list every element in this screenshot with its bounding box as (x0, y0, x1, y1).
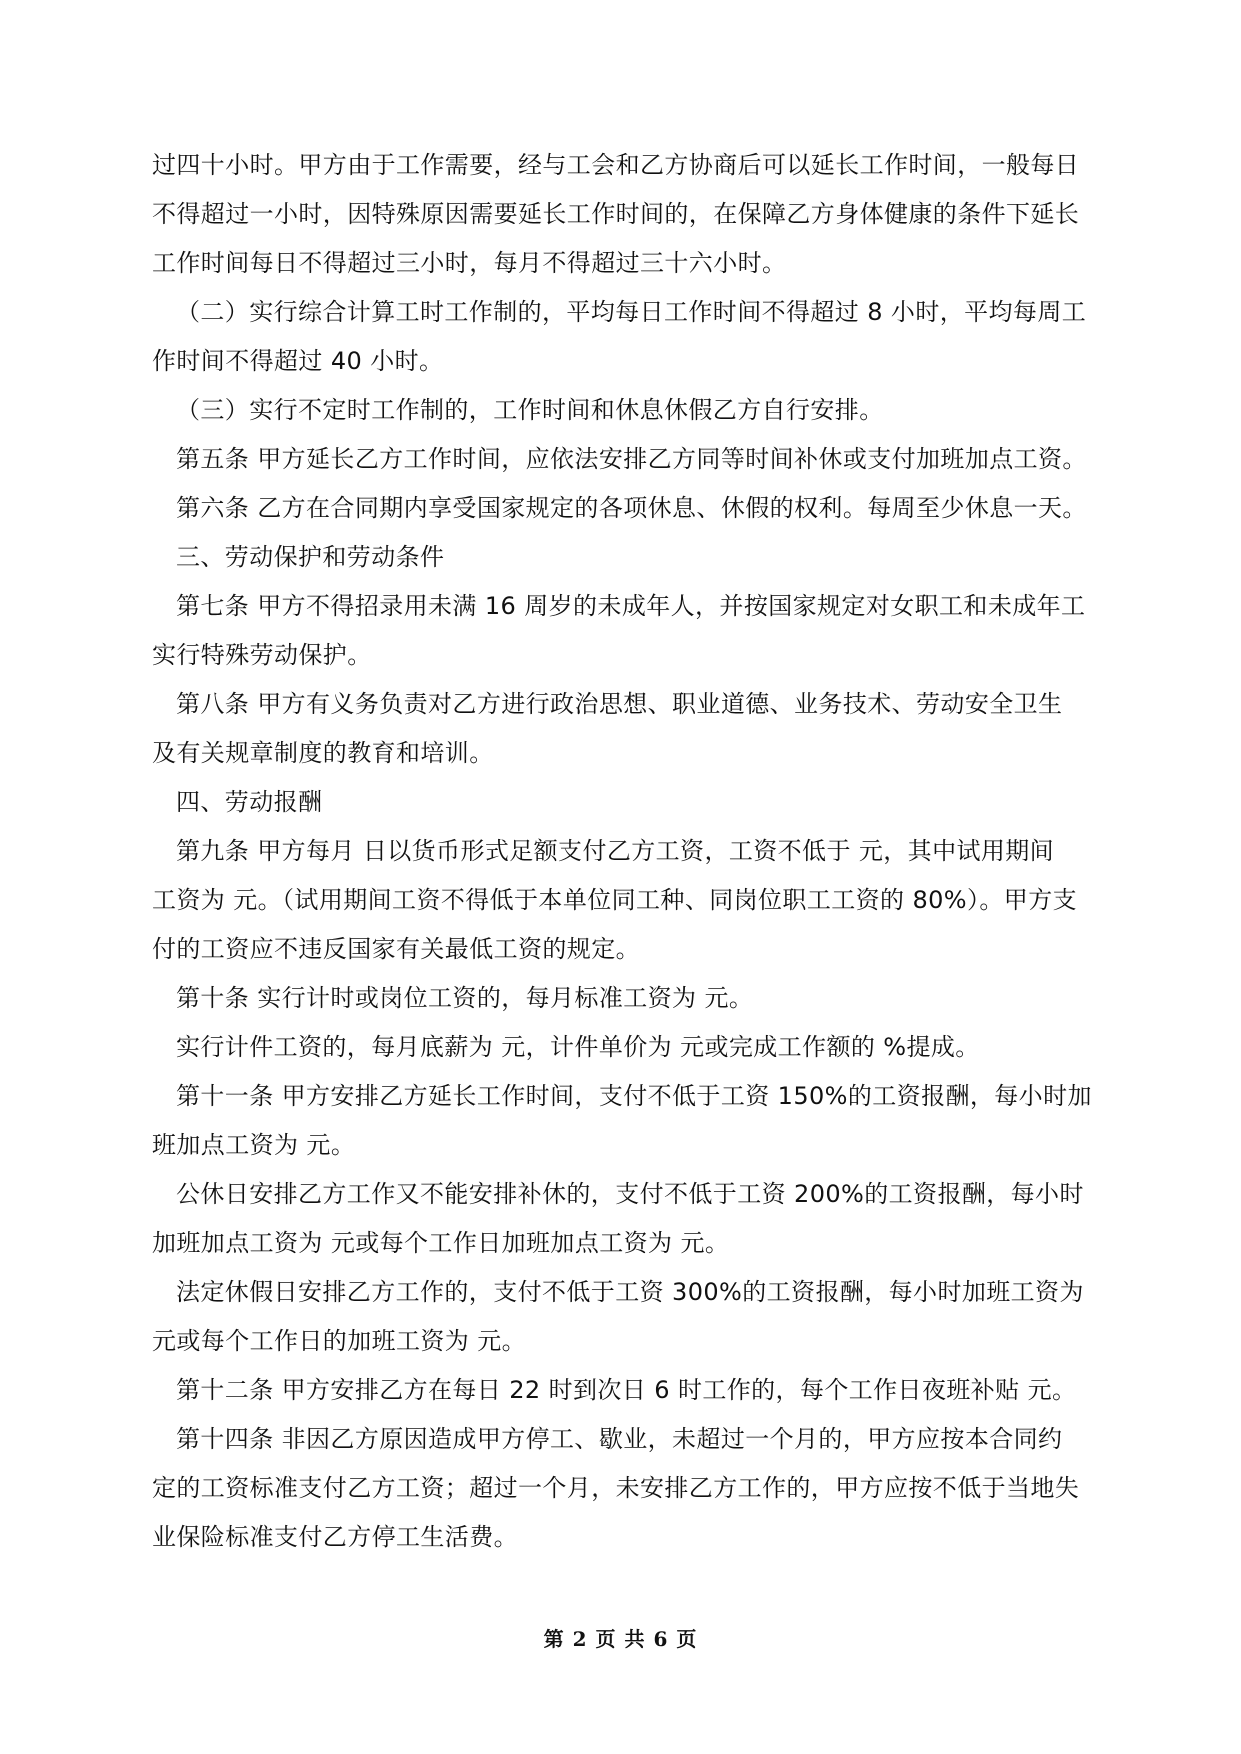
text-line: 第七条 甲方不得招录用未满 16 周岁的未成年人，并按国家规定对女职工和未成年工 (176, 592, 1086, 620)
text-line: 工资为 元。（试用期间工资不得低于本单位同工种、同岗位职工工资的 80%）。甲方支 (152, 886, 1077, 914)
text-line: 第十条 实行计时或岗位工资的，每月标准工资为 元。 (176, 984, 754, 1012)
text-line: 班加点工资为 元。 (152, 1131, 356, 1159)
page-number-footer: 第 2 页 共 6 页 (543, 1627, 698, 1651)
text-line: 定的工资标准支付乙方工资；超过一个月，未安排乙方工作的，甲方应按不低于当地失 (152, 1474, 1080, 1502)
text-line: 及有关规章制度的教育和培训。 (152, 739, 494, 767)
section-heading: 四、劳动报酬 (176, 788, 323, 816)
text-line: 第八条 甲方有义务负责对乙方进行政治思想、职业道德、业务技术、劳动安全卫生 (176, 690, 1063, 718)
text-line: 元或每个工作日的加班工资为 元。 (152, 1327, 527, 1355)
text-line: 作时间不得超过 40 小时。 (152, 347, 444, 375)
text-line: 实行计件工资的，每月底薪为 元，计件单价为 元或完成工作额的 %提成。 (176, 1033, 980, 1061)
text-line: 第九条 甲方每月 日以货币形式足额支付乙方工资，工资不低于 元，其中试用期间 (176, 837, 1055, 865)
text-line: （三）实行不定时工作制的，工作时间和休息休假乙方自行安排。 (176, 396, 884, 424)
text-line: 法定休假日安排乙方工作的，支付不低于工资 300%的工资报酬，每小时加班工资为 (176, 1278, 1084, 1306)
text-line: 公休日安排乙方工作又不能安排补休的，支付不低于工资 200%的工资报酬，每小时 (176, 1180, 1084, 1208)
text-line: 业保险标准支付乙方停工生活费。 (152, 1523, 518, 1551)
section-heading: 三、劳动保护和劳动条件 (176, 543, 445, 571)
text-line: 不得超过一小时，因特殊原因需要延长工作时间的，在保障乙方身体健康的条件下延长 (152, 200, 1080, 228)
text-line: （二）实行综合计算工时工作制的，平均每日工作时间不得超过 8 小时，平均每周工 (176, 298, 1087, 326)
text-line: 加班加点工资为 元或每个工作日加班加点工资为 元。 (152, 1229, 730, 1257)
text-line: 付的工资应不违反国家有关最低工资的规定。 (152, 935, 640, 963)
text-line: 第五条 甲方延长乙方工作时间，应依法安排乙方同等时间补休或支付加班加点工资。 (176, 445, 1087, 473)
text-line: 实行特殊劳动保护。 (152, 641, 372, 669)
text-line: 工作时间每日不得超过三小时，每月不得超过三十六小时。 (152, 249, 787, 277)
text-line: 过四十小时。甲方由于工作需要，经与工会和乙方协商后可以延长工作时间，一般每日 (152, 151, 1080, 179)
text-line: 第六条 乙方在合同期内享受国家规定的各项休息、休假的权利。每周至少休息一天。 (176, 494, 1087, 522)
text-line: 第十一条 甲方安排乙方延长工作时间，支付不低于工资 150%的工资报酬，每小时加 (176, 1082, 1092, 1110)
text-line: 第十四条 非因乙方原因造成甲方停工、歇业，未超过一个月的，甲方应按本合同约 (176, 1425, 1063, 1453)
text-line: 第十二条 甲方安排乙方在每日 22 时到次日 6 时工作的，每个工作日夜班补贴 元。 (176, 1376, 1077, 1404)
